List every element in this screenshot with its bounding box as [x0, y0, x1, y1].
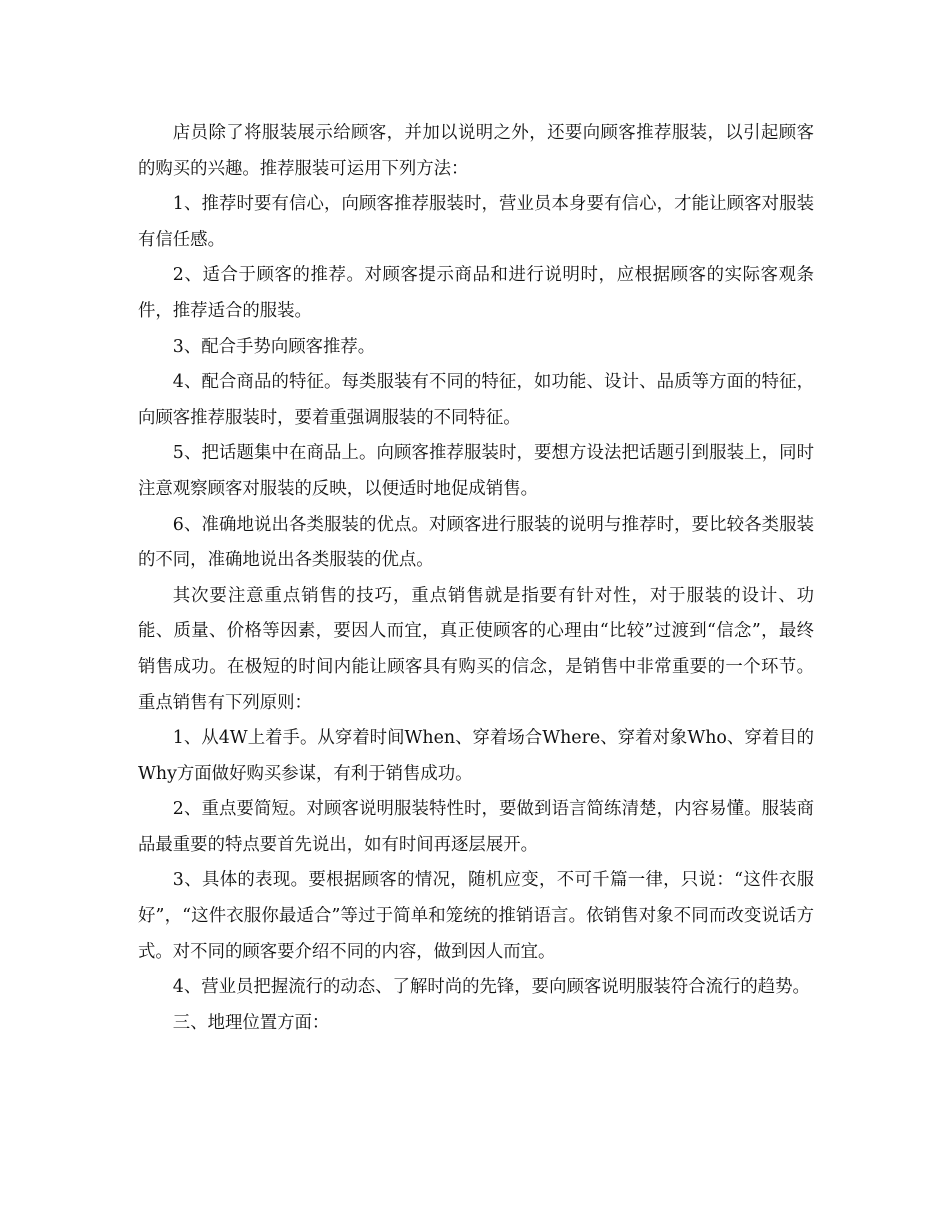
paragraph-principle-4: 4、营业员把握流行的动态、了解时尚的先锋，要向顾客说明服装符合流行的趋势。 [172, 977, 810, 998]
paragraph-method-2: 2、适合于顾客的推荐。对顾客提示商品和进行说明时，应根据顾客的实际客观条件，推荐适合的服装。 [138, 265, 814, 321]
paragraph-method-6: 6、准确地说出各类服装的优点。对顾客进行服装的说明与推荐时，要比较各类服装的不同，准确地说出各类服装的优点。 [138, 514, 814, 571]
paragraph-principle-3: 3、具体的表现。要根据顾客的情况，随机应变，不可千篇一律，只说：“这件衣服好”，“这件衣服你最适合”等过于简单和笼统的推销语言。依销售对象不同而改变说话方式。对不同的顾客要介绍不同的内容，做到因人而宜。 [138, 870, 814, 962]
paragraph-method-1: 1、推荐时要有信心，向顾客推荐服装时，营业员本身要有信心，才能让顾客对服装有信任感。 [138, 194, 814, 250]
paragraph-principle-1: 1、从4W上着手。从穿着时间When、穿着场合Where、穿着对象Who、穿着目的Why方面做好购买参谋，有利于销售成功。 [138, 728, 814, 784]
paragraph-method-4: 4、配合商品的特征。每类服装有不同的特征，如功能、设计、品质等方面的特征，向顾客推荐服装时，要着重强调服装的不同特征。 [138, 372, 814, 428]
document-body [138, 116, 814, 1041]
paragraph-method-5: 5、把话题集中在商品上。向顾客推荐服装时，要想方设法把话题引到服装上，同时注意观察顾客对服装的反映，以便适时地促成销售。 [138, 443, 814, 499]
paragraph-method-3: 3、配合手势向顾客推荐。 [172, 336, 376, 357]
paragraph-intro: 店员除了将服装展示给顾客，并加以说明之外，还要向顾客推荐服装，以引起顾客的购买的兴趣。推荐服装可运用下列方法： [138, 123, 814, 179]
paragraph-principle-2: 2、重点要简短。对顾客说明服装特性时，要做到语言简练清楚，内容易懂。服装商品最重要的特点要首先说出，如有时间再逐层展开。 [138, 799, 814, 855]
paragraph-key-selling: 其次要注意重点销售的技巧，重点销售就是指要有针对性，对于服装的设计、功能、质量、价格等因素，要因人而宜，真正使顾客的心理由“比较”过渡到“信念”，最终销售成功。在极短的时间内能让顾客具有购买的信念，是销售中非常重要的一个环节。重点销售有下列原则： [138, 585, 814, 713]
section-heading-location: 三、地理位置方面： [172, 1012, 330, 1033]
